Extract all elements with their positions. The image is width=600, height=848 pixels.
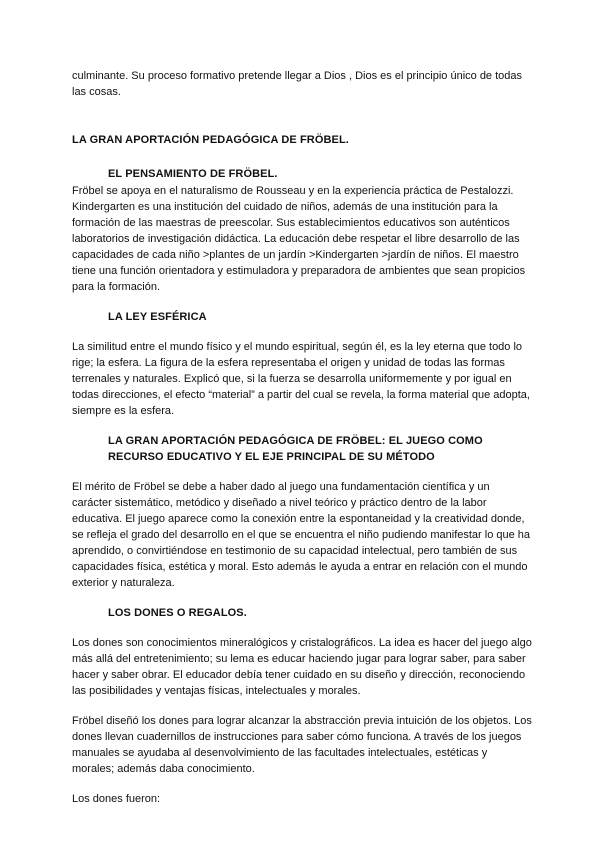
section-heading-pensamiento: EL PENSAMIENTO DE FRÖBEL. [108,168,278,180]
intro-paragraph: culminante. Su proceso formativo pretende llegar a Dios , Dios es el principio único de todas las cosas. [72,70,523,98]
paragraph-dones-3: Los dones fueron: [72,793,161,805]
paragraph-dones-1: Los dones son conocimientos mineralógicos y cristalográficos. La idea es hacer del juego algo más allá del entretenimiento; su lema es educar haciendo jugar para lograr saber, para saber hacer y saber obrar. El educador debía tener cuidado en su diseño y dirección, reconociendo las posibilidades y ventajas físicas, intelectuales y morales. [72,637,532,697]
paragraph-ley-esferica: La similitud entre el mundo físico y el mundo espiritual, según él, es la ley eterna que todo lo rige; la esfera. La figura de la esfera representaba el origen y unidad de todas las formas terrenales y naturales. Explicó que, si la fuerza se desarrolla uniformemente y por igual en todas direcciones, el efecto “material” a partir del cual se revela, la forma material que adopta, siempre es la esfera. [72,341,530,417]
section-heading-dones: LOS DONES O REGALOS. [108,607,247,619]
document-page [72,68,532,807]
main-heading: LA GRAN APORTACIÓN PEDAGÓGICA DE FRÖBEL. [72,134,349,146]
paragraph-pensamiento: Fröbel se apoya en el naturalismo de Rousseau y en la experiencia práctica de Pestalozzi. Kindergarten es una institución del cuidado de niños, además de una institución para la formación de las maestras de preescolar. Sus establecimientos educativos son auténticos laboratorios de investigación didáctica. La educación debe respetar el libre desarrollo de las capacidades de cada niño >plantes de un jardín >Kindergarten >jardín de niños. El maestro tiene una función orientadora y estimuladora y preparadora de ambientes que sean propicios para la formación. [72,185,526,293]
section-heading-ley-esferica: LA LEY ESFÉRICA [108,311,207,323]
paragraph-dones-2: Fröbel diseñó los dones para lograr alcanzar la abstracción previa intuición de los objetos. Los dones llevan cuadernillos de instrucciones para saber cómo funciona. A través de los juegos manuales se ayudaba al desenvolvimiento de las facultades intelectuales, estéticas y morales; además daba conocimiento. [72,715,532,775]
section-heading-juego: LA GRAN APORTACIÓN PEDAGÓGICA DE FRÖBEL: EL JUEGO COMO RECURSO EDUCATIVO Y EL EJE PRINCIPAL DE SU MÉTODO [108,435,483,463]
paragraph-juego: El mérito de Fröbel se debe a haber dado al juego una fundamentación científica y un carácter sistemático, metódico y diseñado a nivel teórico y práctico dentro de la labor educativa. El juego aparece como la conexión entre la espontaneidad y la creatividad donde, se refleja el grado del desarrollo en el que se encuentra el niño pudiendo manifestar lo que ha aprendido, o convirtiéndose en testimonio de su capacidad intelectual, pero también de sus capacidades física, estética y moral. Esto además le ayuda a entrar en relación con el mundo exterior y naturaleza. [72,481,531,589]
